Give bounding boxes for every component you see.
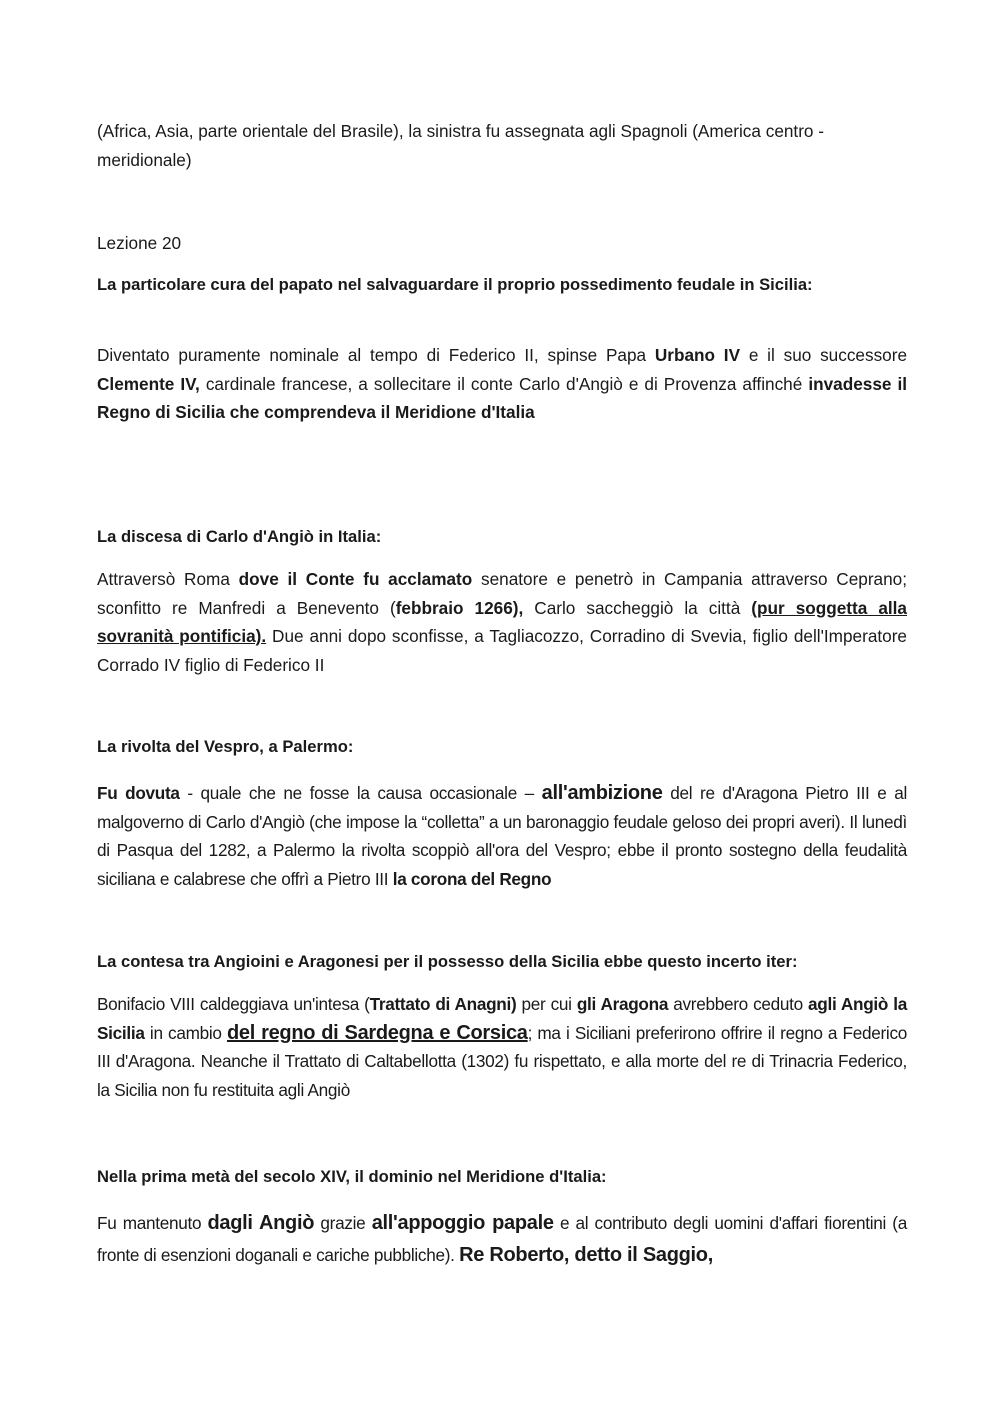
section2-bold-underlined: (pur soggetta alla sovranità pontificia).: [97, 597, 907, 646]
section2-heading: [97, 523, 907, 552]
section5-heading-text: Nella prima metà del secolo XIV, il dominio nel Meridione d'Italia:: [97, 1167, 607, 1186]
section1-paragraph: [97, 341, 907, 427]
section4-heading-text: La contesa tra Angioini e Aragonesi per il possesso della Sicilia ebbe questo incerto iter:: [97, 952, 798, 971]
section5-text-1: Fu mantenuto: [97, 1213, 208, 1233]
section3-text-2: del re d'Aragona Pietro III e al malgoverno di Carlo d'Angiò (che impose la “colletta” a un baronaggio feudale geloso dei propri averi). Il lunedì di Pasqua del 1282, a Palermo la rivolta scoppiò all'ora del Vespro; ebbe il pronto sostegno della feudalità siciliana e calabrese che offrì a Pietro III: [97, 783, 908, 889]
section1-bold-2: Clemente IV,: [97, 373, 200, 394]
section2-bold-1: dove il Conte fu acclamato: [238, 569, 473, 589]
section2-text-1: Attraversò Roma: [97, 569, 239, 589]
section4-text-2: per cui: [516, 994, 577, 1014]
section1-bold-3: invadesse il Regno di Sicilia che comprendeva il Meridione d'Italia: [97, 373, 907, 422]
section4-text-3: avrebbero ceduto: [668, 994, 809, 1014]
section4-bold-2: gli Aragona: [576, 994, 669, 1014]
section1-heading-text: La particolare cura del papato nel salvaguardare il proprio possedimento feudale in Sicilia:: [97, 275, 813, 294]
section3-heading-text: La rivolta del Vespro, a Palermo:: [97, 737, 354, 756]
section2-text-4: Due anni dopo sconfisse, a Tagliacozzo, Corradino di Svevia, figlio dell'Imperatore Corrado IV figlio di Federico II: [97, 626, 907, 675]
section5-paragraph: [97, 1207, 907, 1271]
intro-text: (Africa, Asia, parte orientale del Brasile), la sinistra fu assegnata agli Spagnoli (America centro - meridionale): [97, 121, 824, 170]
section4-bold-1: Trattato di Anagni): [369, 994, 517, 1014]
section4-text-4: in cambio: [144, 1022, 227, 1043]
section1-text-2: e il suo successore: [740, 345, 908, 365]
section1-heading: [97, 271, 907, 300]
section4-bold-3: agli Angiò la Sicilia: [97, 994, 907, 1043]
section3-heading: [97, 733, 907, 762]
section4-text-1: Bonifacio VIII caldeggiava un'intesa (: [97, 994, 370, 1014]
section3-paragraph: [97, 779, 907, 893]
section5-bold-2: all'appoggio papale: [371, 1212, 554, 1234]
section4-bold-underlined: del regno di Sardegna e Corsica: [226, 1021, 528, 1044]
section4-paragraph: [97, 990, 907, 1104]
section2-paragraph: [97, 565, 907, 679]
section1-text-1: Diventato puramente nominale al tempo di Federico II, spinse Papa: [97, 345, 655, 365]
section4-heading: [97, 948, 907, 977]
section3-bold-1: Fu dovuta: [97, 783, 180, 803]
section2-bold-2: febbraio 1266),: [395, 597, 524, 618]
section3-bold-2: all'ambizione: [541, 782, 663, 804]
section4-text-5: ; ma i Siciliani preferirono offrire il regno a Federico III d'Aragona. Neanche il Trattato di Caltabellotta (1302) fu rispettato, e alla morte del re di Trinacria Federico, la Sicilia non fu restituita agli Angiò: [97, 1022, 907, 1100]
section1-text-3: cardinale francese, a sollecitare il conte Carlo d'Angiò e di Provenza affinché: [199, 373, 809, 394]
lesson-label-text: Lezione 20: [97, 233, 182, 253]
section2-text-3: Carlo saccheggiò la città: [523, 597, 752, 618]
section3-bold-3: la corona del Regno: [392, 868, 552, 889]
section2-heading-text: La discesa di Carlo d'Angiò in Italia:: [97, 527, 382, 546]
section1-bold-1: Urbano IV: [654, 345, 741, 365]
section2-text-2: senatore e penetrò in Campania attraverso Ceprano; sconfitto re Manfredi a Benevento (: [97, 569, 907, 618]
section5-heading: [97, 1163, 907, 1192]
section5-text-3: e al contributo degli uomini d'affari fiorentini (a fronte di esenzioni doganali e cariche pubbliche).: [97, 1213, 907, 1265]
lesson-label: [97, 229, 907, 258]
section5-text-2: grazie: [314, 1213, 372, 1233]
intro-paragraph: [97, 117, 907, 174]
section3-text-1: - quale che ne fosse la causa occasionale –: [179, 783, 542, 803]
section5-bold-3: Re Roberto, detto il Saggio,: [459, 1244, 713, 1266]
section5-bold-1: dagli Angiò: [207, 1212, 315, 1234]
